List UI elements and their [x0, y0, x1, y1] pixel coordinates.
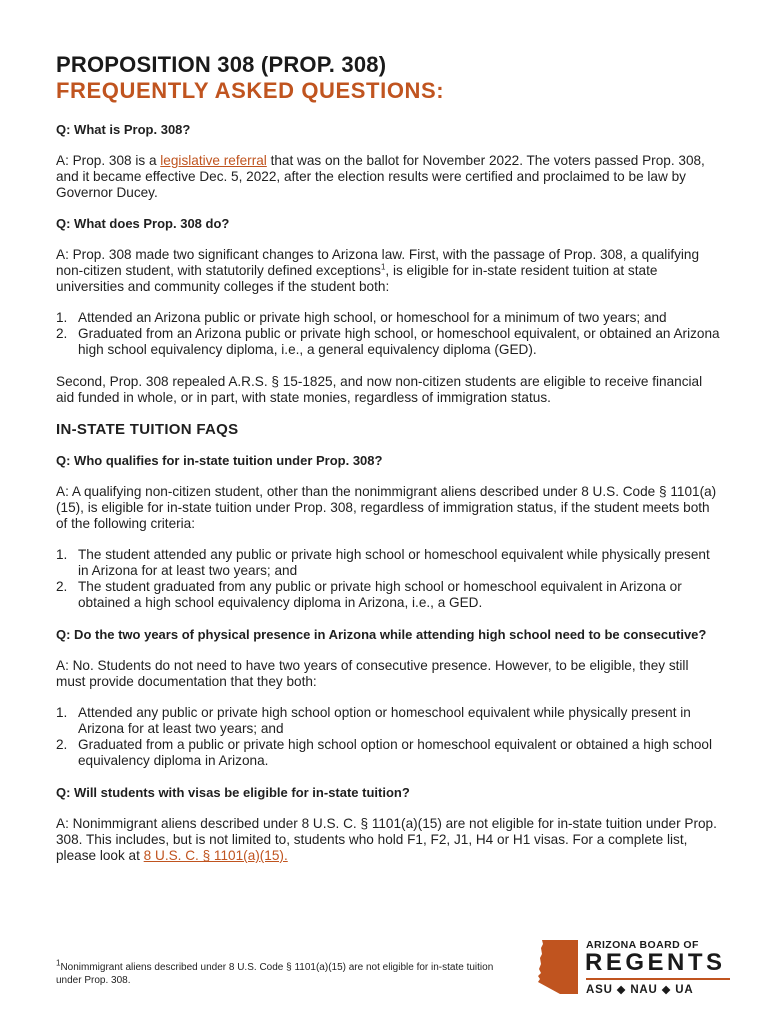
logo-divider [586, 978, 730, 980]
question-what-does-prop-do: Q: What does Prop. 308 do? [56, 216, 230, 231]
answer-visas [56, 816, 720, 864]
answer-text: , is eligible for in-state resident tuition at state universities and community colleges if the student both: [56, 263, 658, 294]
footnote-marker: 1 [380, 262, 386, 272]
answer-text: A: Nonimmigrant aliens described under 8 U.S. C. § 1101(a)(15) are not eligible for in-state tuition under Prop. 308. This includes, but is not limited to, students who hold F1, F2, J1, H4 or H1 visas. For a complete list, please look at [56, 816, 717, 863]
list-item: 1. The student attended any public or private high school or homeschool equivalent while physically present in Arizona for at least two years; and [56, 547, 710, 578]
question-who-qualifies: Q: Who qualifies for in-state tuition under Prop. 308? [56, 453, 383, 468]
answer-text: A: Prop. 308 made two significant changes to Arizona law. First, with the passage of Prop. 308, a qualifying non-citizen student, with statutorily defined exceptions [56, 247, 700, 278]
criteria-list [56, 547, 720, 611]
list-item: 2. Graduated from an Arizona public or private high school, or homeschool equivalent, or obtained an Arizona high school equivalency diploma, i.e., a general equivalency diploma (GED). [56, 326, 720, 357]
list-item: 2. The student graduated from any public or private high school or homeschool equivalent in Arizona or obtained a high school equivalency diploma in Arizona, i.e., a GED. [56, 579, 682, 610]
question-what-is-prop: Q: What is Prop. 308? [56, 122, 191, 137]
document-body [56, 52, 720, 879]
footnote-number: 1 [56, 958, 61, 968]
question-consecutive-years: Q: Do the two years of physical presence in Arizona while attending high school need to be consecutive? [56, 627, 707, 642]
legislative-referral-link[interactable]: legislative referral [160, 153, 267, 168]
list-item: 1. Attended any public or private high school option or homeschool equivalent while physically present in Arizona for at least two years; and [56, 705, 691, 736]
question-visas: Q: Will students with visas be eligible for in-state tuition? [56, 785, 410, 800]
arizona-state-outline-icon [536, 938, 580, 996]
logo-line-2: REGENTS [585, 949, 726, 976]
answer-what-is-prop [56, 153, 720, 201]
list-item: 1. Attended an Arizona public or private high school, or homeschool for a minimum of two years; and [56, 310, 667, 325]
list-item: 2. Graduated from a public or private high school option or homeschool equivalent or obtained a high school equivalency diploma in Arizona. [56, 737, 713, 768]
page-title: PROPOSITION 308 (PROP. 308) [56, 52, 387, 77]
answer-consecutive-years: A: No. Students do not need to have two years of consecutive presence. However, to be eligible, they still must provide documentation that they both: [56, 658, 689, 689]
requirements-list [56, 310, 720, 358]
answer-text: A: Prop. 308 is a [56, 153, 161, 168]
abor-logo [536, 938, 730, 998]
answer-who-qualifies: A: A qualifying non-citizen student, other than the nonimmigrant aliens described under 8 U.S. Code § 1101(a)(15), is eligible for in-state tuition under Prop. 308, regardless of immigration status, if the student meets both of the following criteria: [56, 484, 717, 531]
page-subtitle: FREQUENTLY ASKED QUESTIONS: [56, 78, 445, 103]
logo-line-1: ARIZONA BOARD OF [586, 939, 699, 951]
answer-text: that was on the ballot for November 2022. The voters passed Prop. 308, and it became effective Dec. 5, 2022, after the election results were certified and proclaimed to be law by Governor Ducey. [56, 153, 705, 200]
footnote-text: Nonimmigrant aliens described under 8 U.S. Code § 1101(a)(15) are not eligible for in-state tuition under Prop. 308. [56, 962, 494, 986]
answer-what-does-prop-do [56, 247, 720, 295]
footnote [56, 958, 496, 987]
answer-second-change: Second, Prop. 308 repealed A.R.S. § 15-1825, and now non-citizen students are eligible to receive financial aid funded in whole, or in part, with state monies, regardless of immigration status. [56, 374, 703, 405]
documentation-list [56, 705, 720, 769]
section-heading-in-state-tuition: IN-STATE TUITION FAQS [56, 421, 239, 438]
logo-line-3: ASU ◆ NAU ◆ UA [586, 984, 694, 996]
usc-1101-link[interactable]: 8 U.S. C. § 1101(a)(15). [143, 848, 288, 863]
